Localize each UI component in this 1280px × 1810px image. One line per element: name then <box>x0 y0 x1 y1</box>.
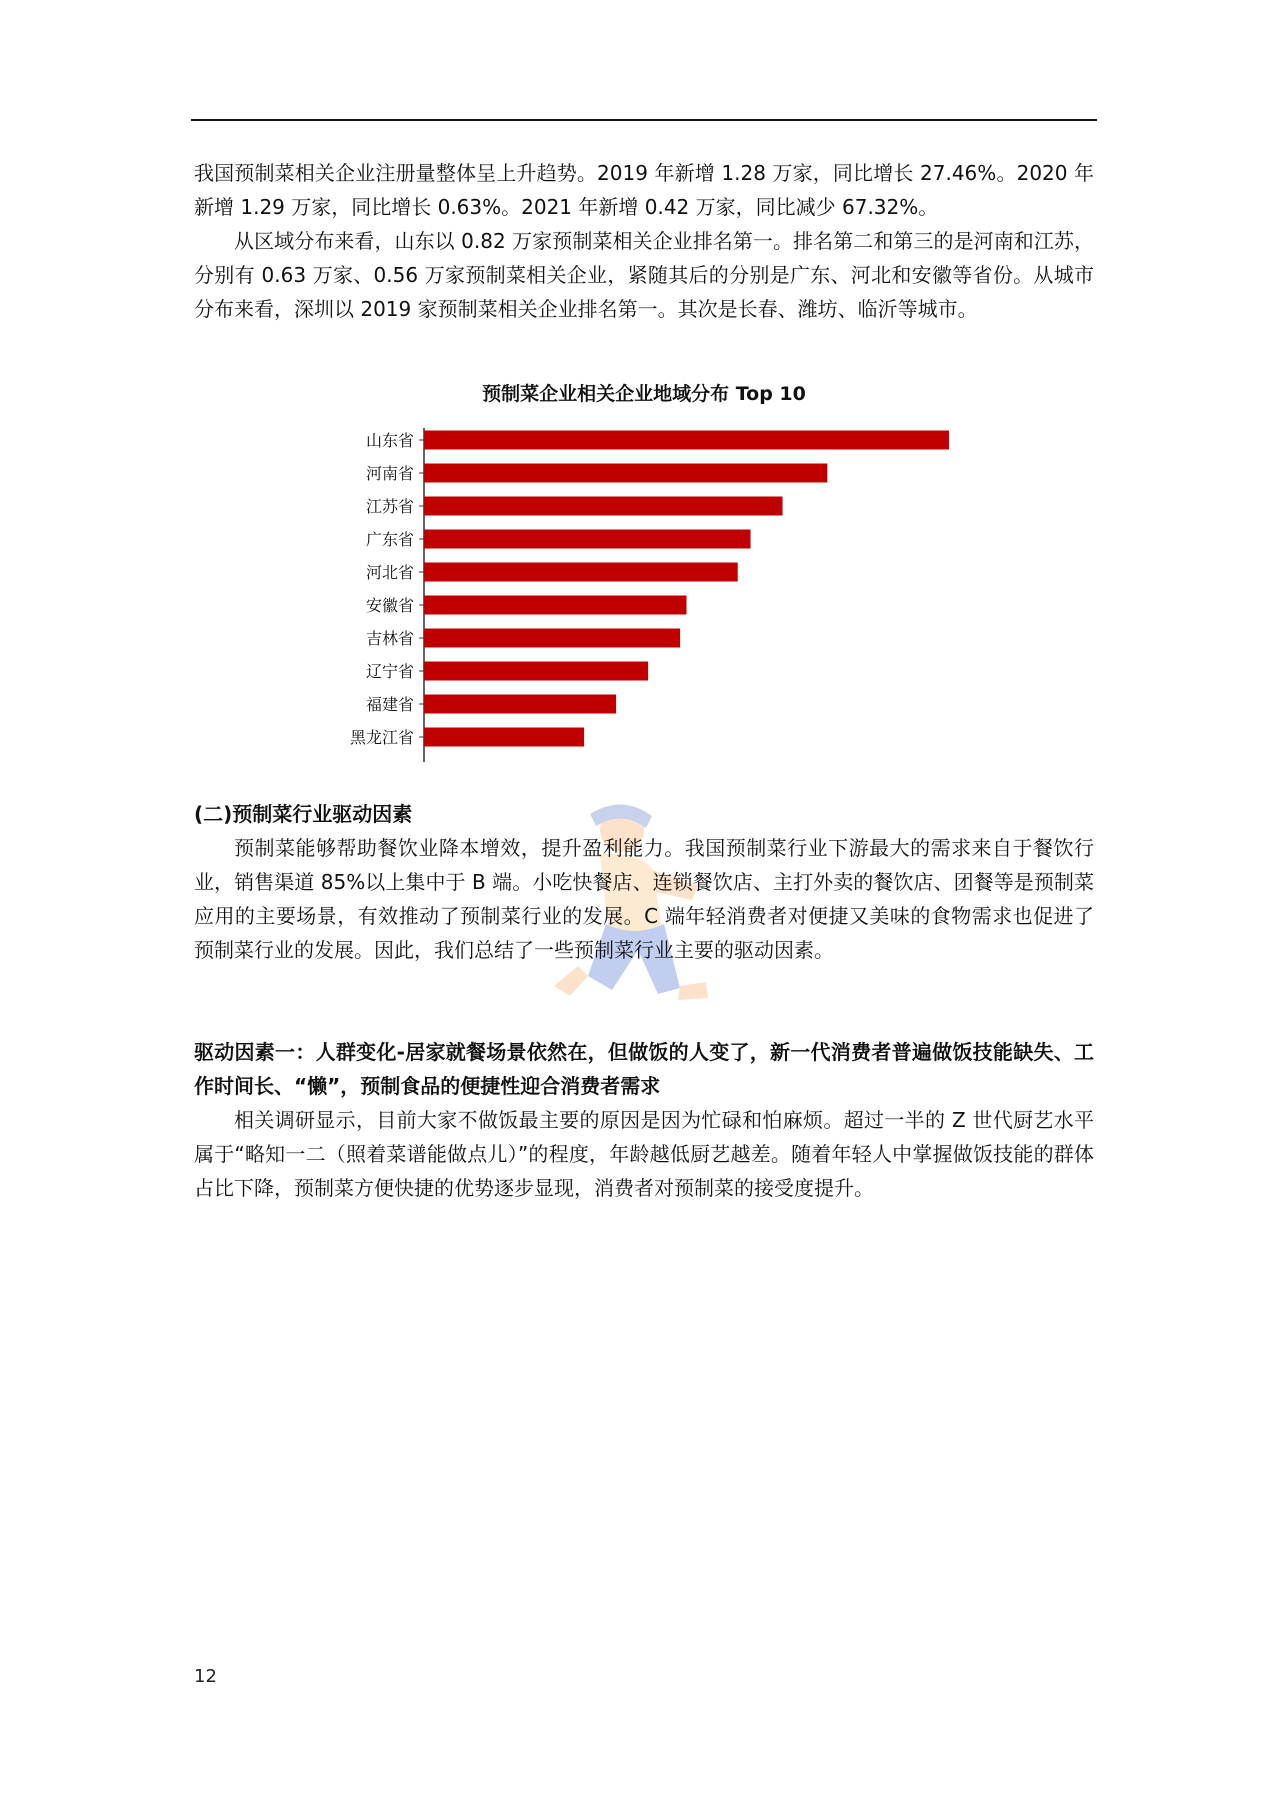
category-label-1: 河南省 <box>365 464 414 483</box>
bar-5 <box>424 596 687 615</box>
bar-chart-svg <box>194 372 1094 772</box>
category-label-0: 山东省 <box>365 431 414 450</box>
category-label-9: 黑龙江省 <box>349 728 414 747</box>
category-label-7: 辽宁省 <box>365 662 414 681</box>
bar-3 <box>424 530 751 549</box>
page-number: 12 <box>194 1666 217 1687</box>
category-label-6: 吉林省 <box>365 629 414 648</box>
bar-7 <box>424 662 648 681</box>
category-label-3: 广东省 <box>365 530 414 549</box>
section-heading-drivers: (二)预制菜行业驱动因素 <box>194 802 413 826</box>
bar-4 <box>424 563 738 582</box>
category-label-2: 江苏省 <box>365 497 414 516</box>
bar-8 <box>424 695 616 714</box>
bar-9 <box>424 728 584 747</box>
driver-one-heading: 驱动因素一：人群变化-居家就餐场景依然在，但做饭的人变了，新一代消费者普遍做饭技能缺失、工作时间长、“懒”，预制食品的便捷性迎合消费者需求 <box>194 1040 1094 1098</box>
paragraph-driver-one: 相关调研显示，目前大家不做饭最主要的原因是因为忙碌和怕麻烦。超过一半的 Z 世代厨艺水平属于“略知一二（照着菜谱能做点儿）”的程度，年龄越低厨艺越差。随着年轻人中掌握做饭技能的群体占比下降，预制菜方便快捷的优势逐步显现，消费者对预制菜的接受度提升。 <box>194 1108 1094 1200</box>
category-label-8: 福建省 <box>365 695 414 714</box>
paragraph-registration-trend: 我国预制菜相关企业注册量整体呈上升趋势。2019 年新增 1.28 万家，同比增长 27.46%。2020 年新增 1.29 万家，同比增长 0.63%。2021 年新增 0.42 万家，同比减少 67.32%。 <box>194 161 1094 219</box>
category-label-5: 安徽省 <box>365 596 414 615</box>
regional-distribution-chart <box>194 372 1094 772</box>
category-label-4: 河北省 <box>365 563 414 582</box>
chart-title: 预制菜企业相关企业地域分布 Top 10 <box>482 383 806 405</box>
bar-1 <box>424 464 827 483</box>
paragraph-driver-overview: 预制菜能够帮助餐饮业降本增效，提升盈利能力。我国预制菜行业下游最大的需求来自于餐饮行业，销售渠道 85%以上集中于 B 端。小吃快餐店、连锁餐饮店、主打外卖的餐饮店、团餐等是预制菜应用的主要场景，有效推动了预制菜行业的发展。C 端年轻消费者对便捷又美味的食物需求也促进了预制菜行业的发展。因此，我们总结了一些预制菜行业主要的驱动因素。 <box>194 836 1094 962</box>
header-rule <box>191 119 1097 121</box>
bar-2 <box>424 497 783 516</box>
bar-0 <box>424 431 949 450</box>
bar-6 <box>424 629 680 648</box>
paragraph-regional-distribution: 从区域分布来看，山东以 0.82 万家预制菜相关企业排名第一。排名第二和第三的是河南和江苏，分别有 0.63 万家、0.56 万家预制菜相关企业，紧随其后的分别是广东、河北和安徽等省份。从城市分布来看，深圳以 2019 家预制菜相关企业排名第一。其次是长春、潍坊、临沂等城市。 <box>194 229 1094 321</box>
